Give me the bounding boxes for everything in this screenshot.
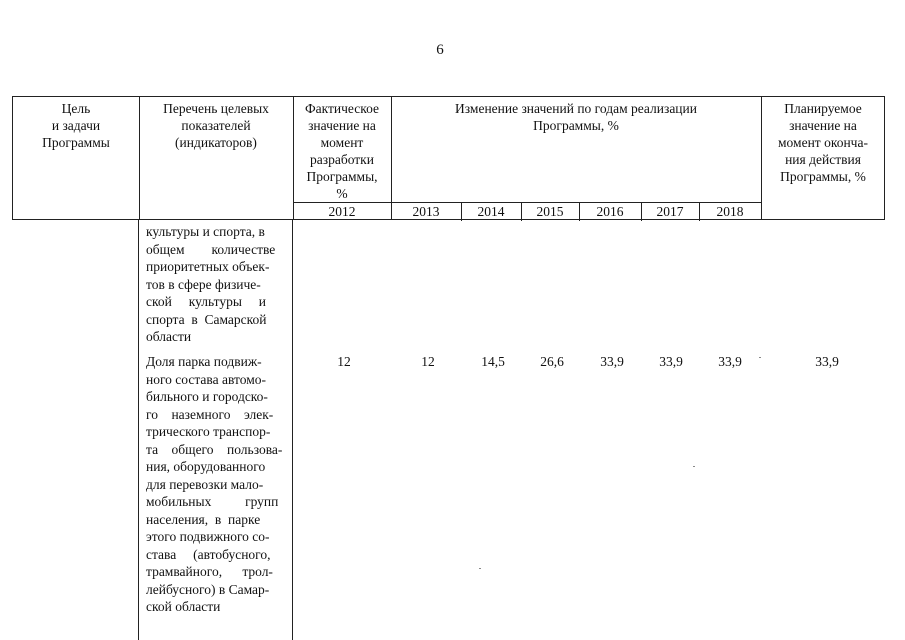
scan-speck [693,466,695,467]
year-2012: 2012 [328,204,356,219]
indicator-text-continued: культуры и спорта, в общем количестве приоритетных объек- тов в сфере физиче- ской культуры и спорта в Самарской области [146,224,276,344]
header-indicators: Перечень целевых показателей (индикаторов) [163,101,269,150]
value-planned: 33,9 [815,354,839,369]
indicator-text: Доля парка подвиж- ного состава автомо- бильного и городско- го наземного элек- трического транспор- та общего пользова- ния, оборудованного для перевозки мало- мобильных групп населения, в парке этого подвижного со- става (автобусного, трамвайного, трол- лейбусного) в Самар- ской области [146,354,283,614]
scan-speck [759,357,761,358]
page-number: 6 [436,42,444,58]
table-header [12,96,885,220]
year-2018: 2018 [716,204,744,219]
year-2017: 2017 [656,204,684,219]
value-2017: 33,9 [659,354,683,369]
value-2016: 33,9 [600,354,624,369]
year-2014: 2014 [477,204,505,219]
value-2012: 12 [337,354,351,369]
value-2014: 14,5 [481,354,505,369]
value-2015: 26,6 [540,354,564,369]
scan-speck [479,568,481,569]
header-goal: Цель и задачи Программы [42,101,110,150]
value-2018: 33,9 [718,354,742,369]
year-2015: 2015 [536,204,564,219]
year-2013: 2013 [412,204,440,219]
value-2013: 12 [421,354,435,369]
header-change-by-years: Изменение значений по годам реализации Программы, % [455,101,697,133]
header-actual: Фактическое значение на момент разработки Программы, % [304,101,380,201]
header-planned: Планируемое значение на момент оконча- ния действия Программы, % [778,101,868,184]
year-2016: 2016 [596,204,624,219]
